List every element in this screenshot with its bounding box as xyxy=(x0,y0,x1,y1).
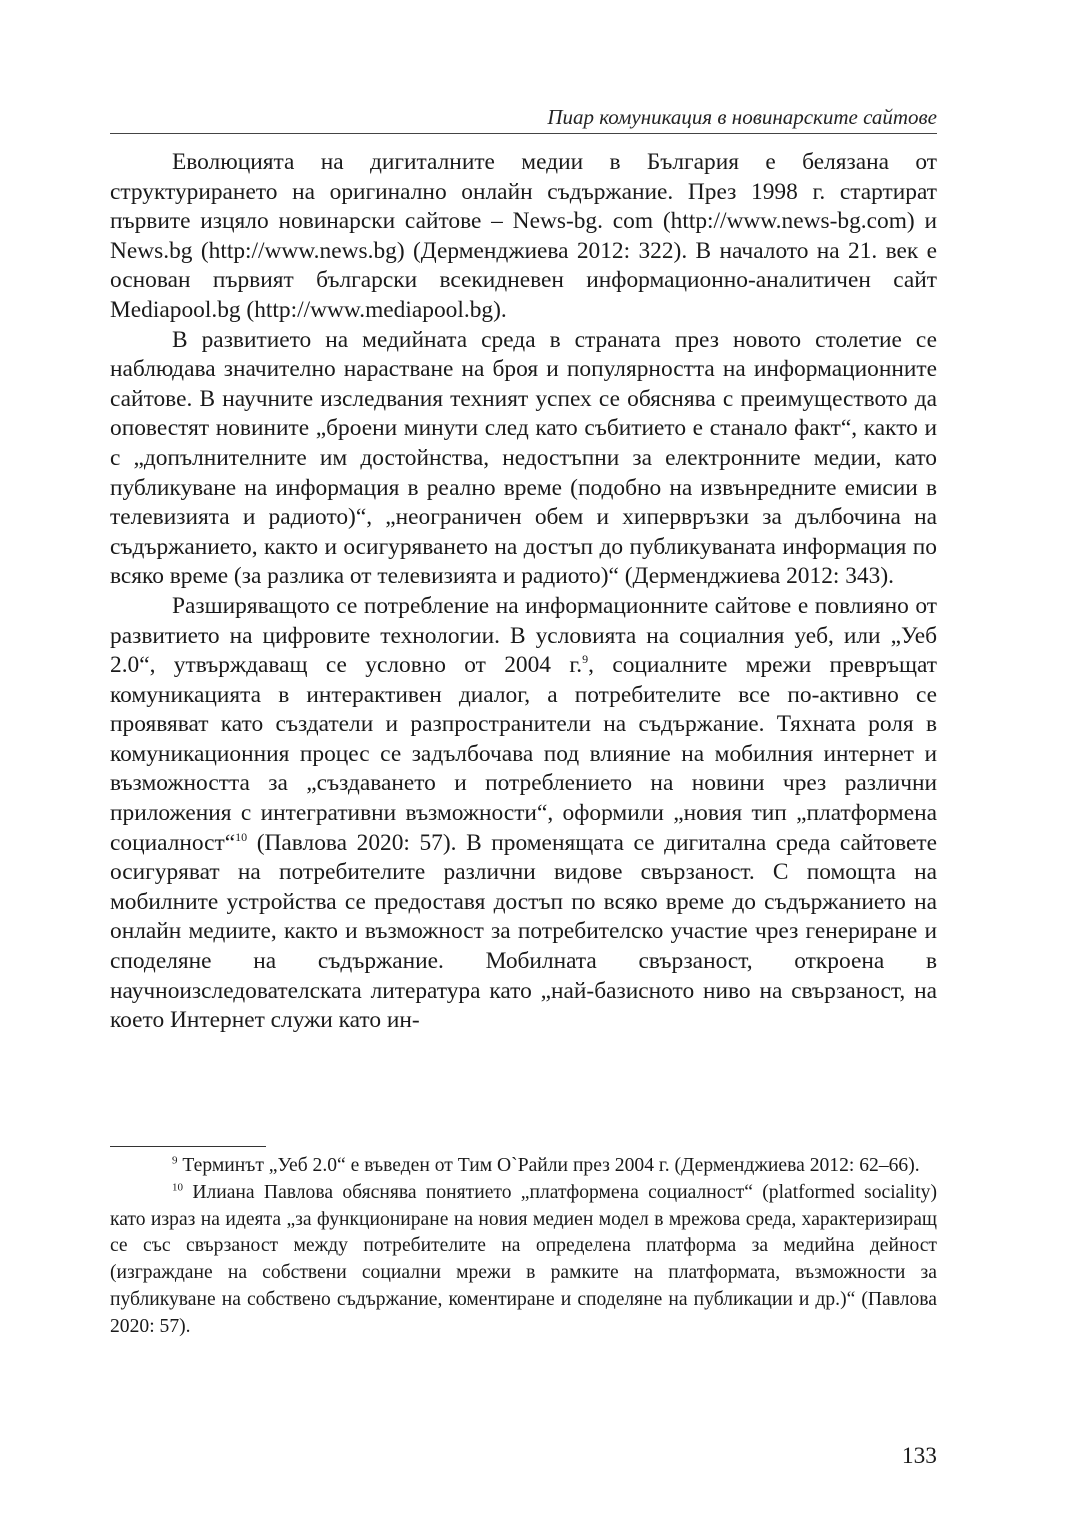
footnote-number: 9 xyxy=(172,1154,178,1167)
paragraph-3-part-a: Разширяващото се потребление на информационните сайтове е повлияно от развитието на цифровите технологии. В условията на социалния уеб, или „Уеб 2.0“, утвърждаващ се условно от 2004 г. xyxy=(110,592,937,679)
body-text xyxy=(110,148,937,1036)
footnote-separator xyxy=(110,1146,266,1147)
footnote-10 xyxy=(110,1180,937,1341)
body-paragraph-1: Еволюцията на дигиталните медии в България е белязана от структурирането на оригинално онлайн съдържание. През 1998 г. стартират първите изцяло новинарски сайтове – News-bg. com (http://www.news-bg.com) и News.bg (http://www.news.bg) (Дерменджиева 2012: 322). В началото на 21. век е основан първият български всекидневен информационно-аналитичен сайт Mediapool.bg (http://www.mediapool.bg). xyxy=(110,149,937,323)
footnote-ref-10: 10 xyxy=(235,829,248,844)
footnote-number: 10 xyxy=(172,1181,183,1194)
paragraph-3-part-c: (Павлова 2020: 57). В променящата се дигитална среда сайтовете осигуряват на потребителите различни видове свързаност. С помощта на мобилните устройства се предоставя достъп по всяко време до съдържанието на онлайн медиите, както и възможност за потребителско участие чрез генериране и споделяне на съдържание. Мобилната свързаност, откроена в научноизследователската литература като „най-базисното ниво на свързаност, на което Интернет служи като ин- xyxy=(110,829,937,1034)
page-number: 133 xyxy=(901,1443,937,1469)
footnotes xyxy=(110,1153,937,1341)
body-paragraph-2: В развитието на медийната среда в страната през новото столетие се наблюдава значително нарастване на броя и популярността на информационните сайтове. В научните изследвания техният успех се обяснява с преимуществото да оповестят новините „броени минути след като събитието е станало факт“, както и с „допълнителните им достойнства, недостъпни за електронните медии, като публикуване на информация в реално време (подобно на извънредните емисии в телевизията и радиото)“, „неограничен обем и хипервръзки за дълбочина на съдържанието, както и осигуряването на достъп до публикуваната информация по всяко време (за разлика от телевизията и радиото)“ (Дерменджиева 2012: 343). xyxy=(110,326,937,590)
body-paragraph-3 xyxy=(110,592,937,1036)
footnote-text: Илиана Павлова обяснява понятието „платформена социалност“ (platformed sociality) като израз на идеята „за функциониране на новия медиен модел в мрежова среда, характеризиращ се със свързаност между потребителите на определена платформа за медийна дейност (изграждане на собствени социални мрежи в рамките на платформата, възможности за публикуване на собствено съдържание, коментиране и споделяне на публикации и др.)“ (Павлова 2020: 57). xyxy=(110,1181,937,1337)
running-head-title: Пиар комуникация в новинарските сайтове xyxy=(547,105,937,129)
footnote-ref-9: 9 xyxy=(582,652,589,667)
footnote-9 xyxy=(110,1153,937,1180)
header-rule xyxy=(110,133,937,134)
footnote-text: Терминът „Уеб 2.0“ е въведен от Тим О`Райли през 2004 г. (Дерменджиева 2012: 62–66). xyxy=(177,1155,920,1176)
paragraph-3-part-b: , социалните мрежи превръщат комуникацията в интерактивен диалог, а потребителите все по-активно се проявяват като създатели и разпространители на съдържание. Тяхната роля в комуникационния процес се задълбочава под влияние на мобилния интернет и възможността за „създаването и потреблението на новини чрез различни приложения с интегративни възможности“, оформили „новия тип „платформена социалност“ xyxy=(110,652,937,856)
